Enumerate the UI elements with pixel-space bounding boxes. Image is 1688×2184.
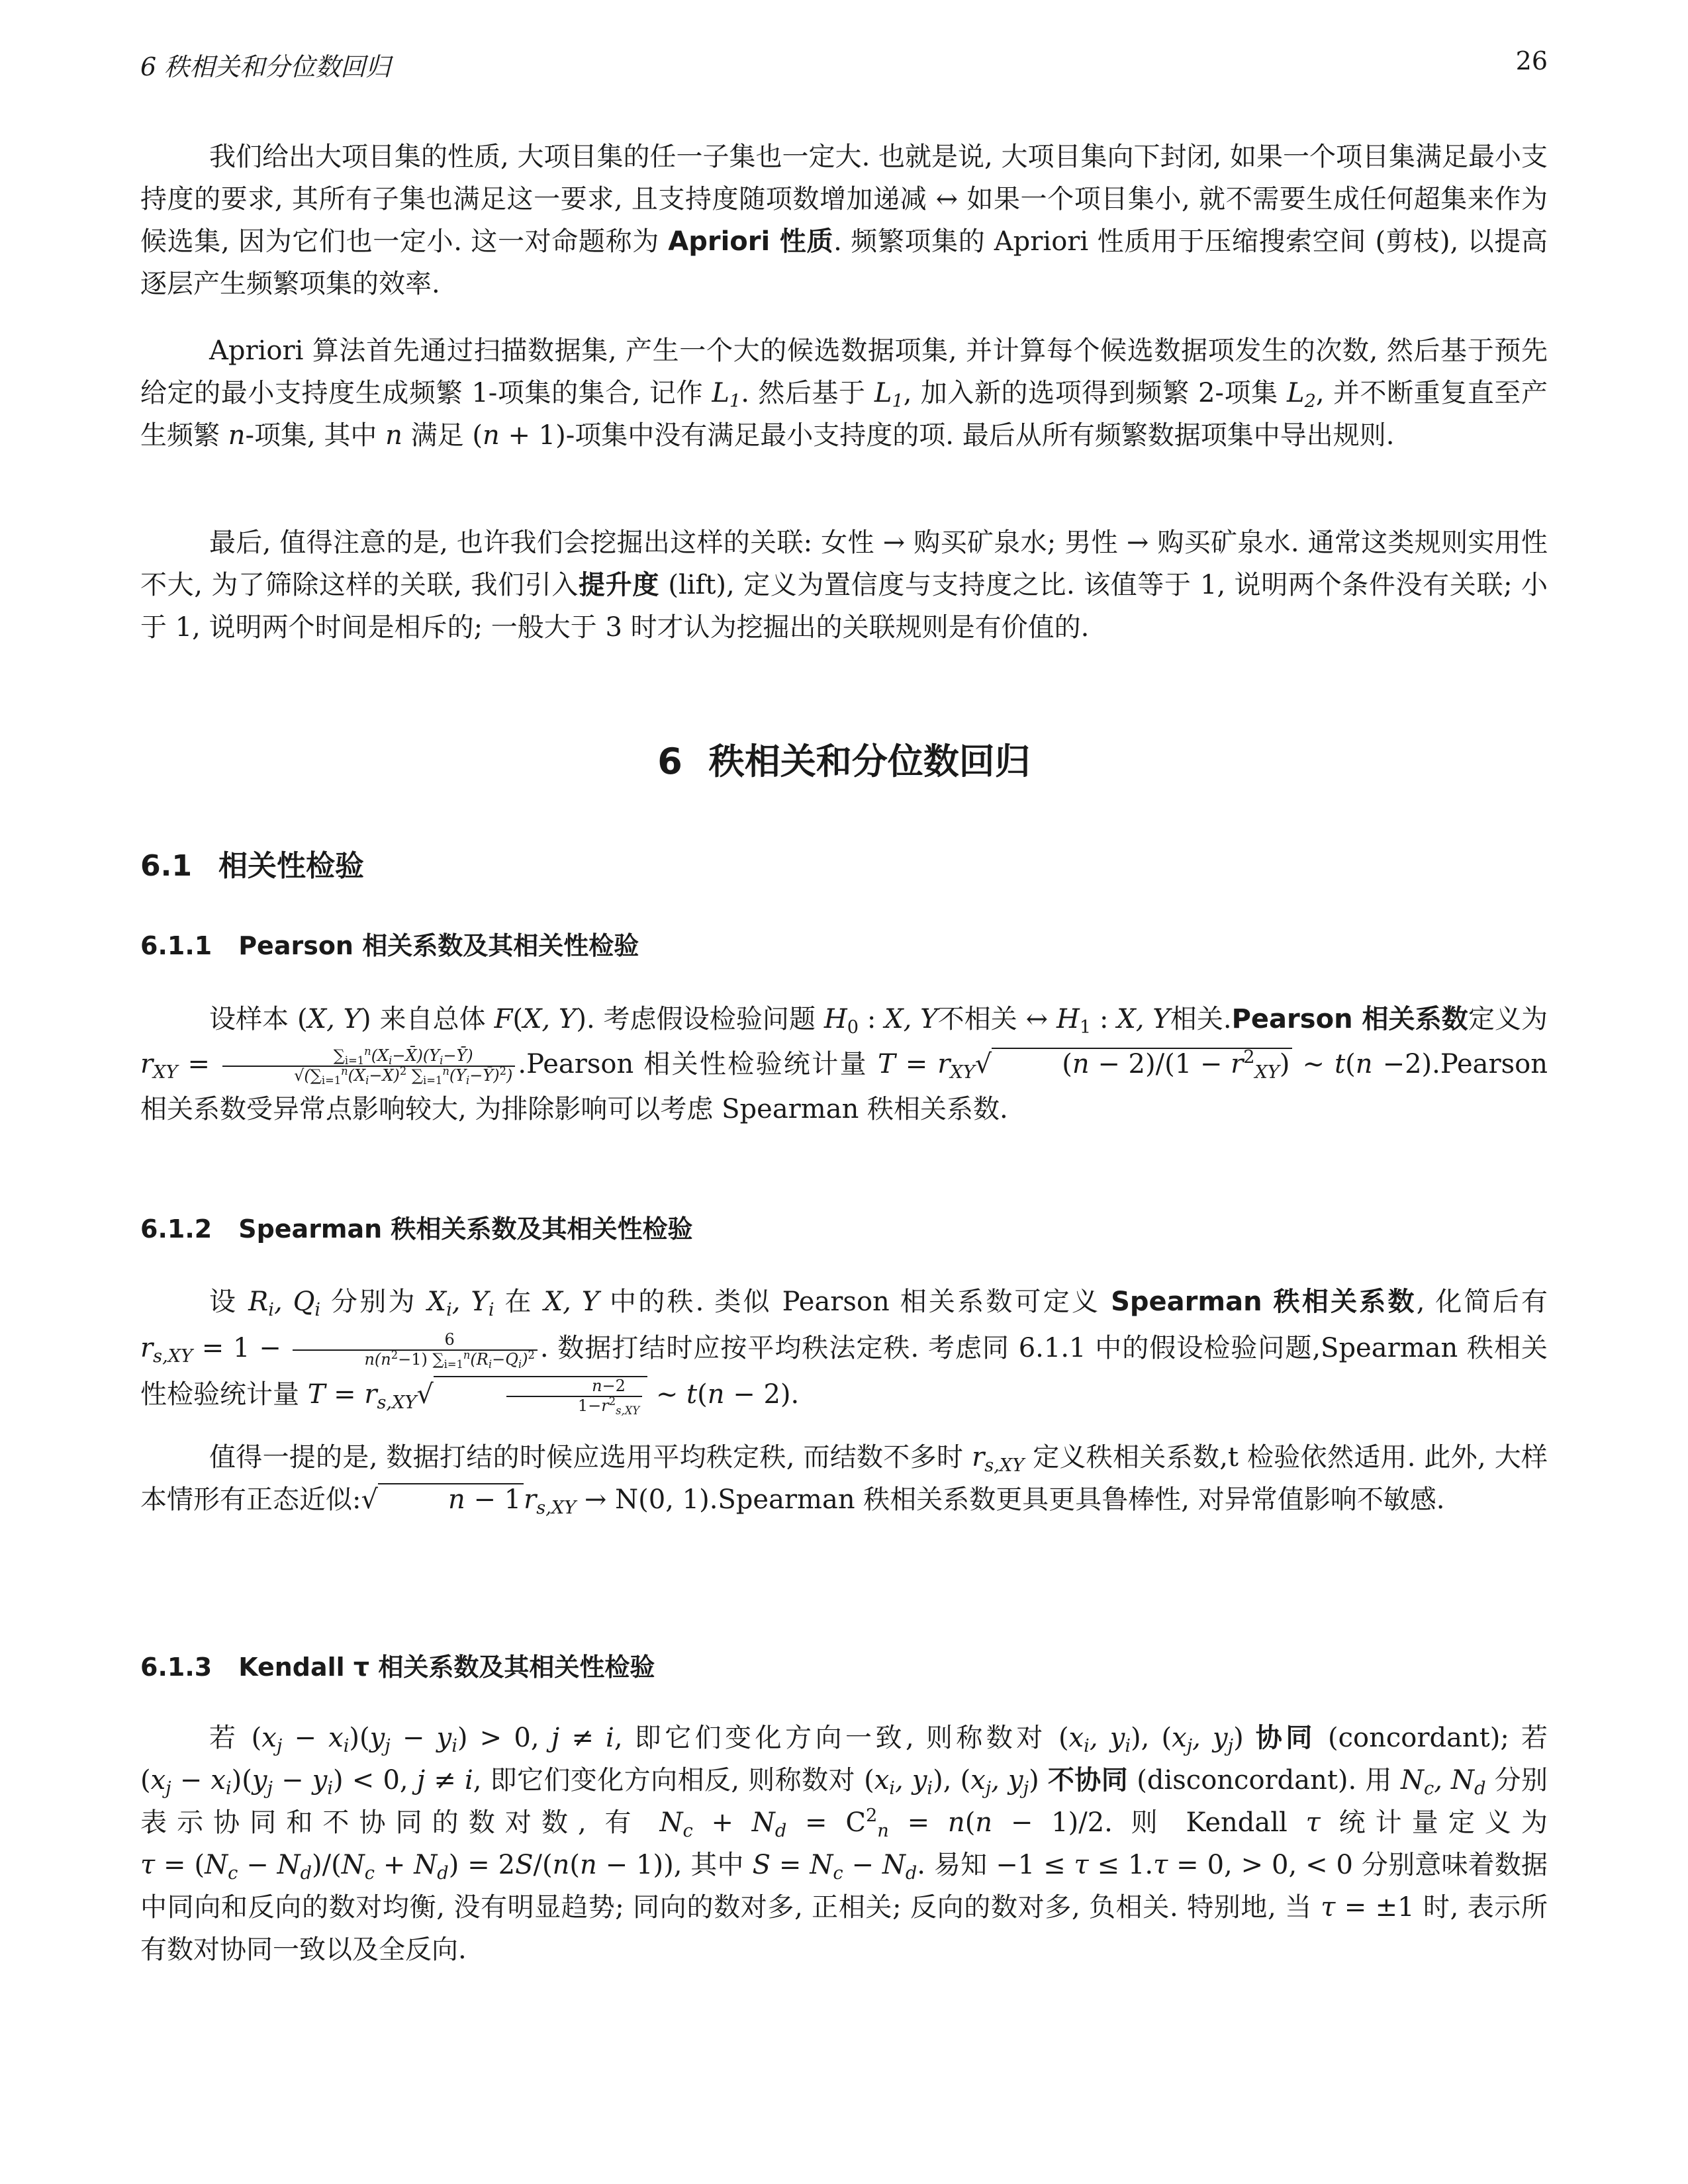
math-expression: $r_{s,XY} = 1$ − $\frac{6}{n(n^2-1) \sum_{i=1}^n(R_i-Q_i)^2}$ — [140, 1333, 540, 1363]
math-expression: $T = r_{XY}√$ $(n - 2)/(1 - r^2_{XY})$ ∼ t(n − — [878, 1047, 1405, 1083]
math-expression: ($x_i$, $y_i$), ($x_j$, $y_j$) — [1058, 1723, 1244, 1757]
text-run: (disconcordant). 用 — [1128, 1765, 1401, 1796]
paragraph-spearman-definition — [140, 1279, 1548, 1418]
text-run: . 易知 — [917, 1850, 996, 1880]
math-expression: $r_{XY}$ = $\frac{\sum_{i=1}^n(X_i-X̄)(Y_i-Ȳ)}{√(\sum_{i=1}^n(X_i-X̄)^2 \sum_{i=1}^n(Y_i-Ȳ)^2)}$ — [140, 1049, 518, 1079]
section-heading — [140, 733, 1548, 784]
text-run: 定义秩相关系数,t 检验依然适用. 此外, 大样本情形有正态近似: — [140, 1442, 1548, 1515]
subsubsection-heading-spearman — [140, 1208, 692, 1245]
math-expression: $R_i$, $Q_i$ — [248, 1287, 321, 1321]
section-title: 秩相关和分位数回归 — [708, 741, 1031, 782]
emphasis-term: 协同 — [1255, 1723, 1316, 1753]
math-expression: $H_1$ : X, Y — [1056, 1004, 1170, 1038]
math-expression: (n + 1) — [472, 420, 566, 451]
math-expression: $X_i$, $Y_i$ — [427, 1287, 494, 1321]
text-run: , 即它们变化方向相反, 则称数对 — [473, 1765, 865, 1796]
text-run: -项集, 其中 — [245, 420, 386, 451]
text-run: 时, 表示所有数对协同一致以及全反向. — [140, 1892, 1548, 1965]
text-run: .Pearson 相关系数受异常点影响较大, 为排除影响可以考虑 Spearman 秩相关系数. — [140, 1049, 1548, 1124]
math-expression: $N_c$, $N_d$ — [1400, 1765, 1486, 1799]
math-expression: (X, Y) — [297, 1004, 371, 1034]
emphasis-term: 不协同 — [1047, 1765, 1129, 1796]
text-run: 我们给出大项目集的性质, 大项目集的任一子集也一定大. 也就是说, 大项目集向下封闭, 如果一个项目集满足最小支持度的要求, 其所有子集也满足这一要求, 且支持度随项数增加递减 ↔ 如果一个项目集小, 就不需要生成任何超集来作为候选集, 因为它们也一定小. 这一对命题称为 — [140, 142, 1548, 257]
subsubsection-heading-kendall — [140, 1647, 655, 1683]
text-run: 满足 — [402, 420, 473, 451]
subsubsection-title: Spearman 秩相关系数及其相关性检验 — [238, 1214, 693, 1244]
paragraph-lift — [140, 522, 1548, 649]
text-run: 分别意味着数据中同向和反向的数对均衡, 没有明显趋势; 同向的数对多, 正相关; 反向的数对多, 负相关. 特别地, 当 — [140, 1850, 1548, 1923]
paragraph-kendall — [140, 1717, 1548, 1971]
text-run: . 频繁项集的 Apriori 性质用于压缩搜索空间 (剪枝), 以提高逐层产生频繁项集的效率. — [140, 226, 1548, 299]
text-run: 在 — [494, 1287, 544, 1317]
page-number: 26 — [1515, 46, 1548, 75]
subsubsection-title: Kendall τ 相关系数及其相关性检验 — [238, 1653, 655, 1682]
math-expression: $S = N_c - N_d$ — [752, 1850, 917, 1884]
subsubsection-title: Pearson 相关系数及其相关性检验 — [238, 931, 639, 960]
text-run: .Spearman 秩相关系数更具更具鲁棒性, 对异常值影响不敏感. — [709, 1484, 1445, 1515]
math-expression: $L_1$ — [874, 378, 904, 412]
text-run: (concordant); 若 — [1315, 1723, 1548, 1753]
text-run: 设样本 — [209, 1004, 298, 1034]
subsubsection-heading-pearson — [140, 925, 639, 962]
paragraph-pearson — [140, 997, 1548, 1132]
math-expression: $(x_j - x_i)(y_j - y_i) < 0$, j ≠ i — [140, 1765, 473, 1799]
subsection-number: 6.1 — [140, 849, 192, 883]
running-head: 6 秩相关和分位数回归 — [140, 52, 391, 81]
math-expression: $L_2$ — [1287, 378, 1316, 412]
text-run: 来自总体 — [371, 1004, 494, 1034]
text-run: , 其中 — [673, 1850, 753, 1880]
math-expression: $(x_j - x_i)(y_j - y_i) > 0$, j ≠ i — [251, 1723, 614, 1757]
emphasis-term: 提升度 — [579, 570, 659, 600]
text-run: , 并不断重复直至产生频繁 — [140, 378, 1548, 451]
text-run: .Pearson 相关性检验统计量 — [518, 1049, 878, 1079]
emphasis-term: Apriori 性质 — [668, 226, 834, 257]
math-expression: $H_0$ : X, Y — [823, 1004, 938, 1038]
subsection-heading — [140, 842, 364, 884]
text-run: 值得一提的是, 数据打结的时候应选用平均秩定秩, 而结数不多时 — [209, 1442, 972, 1473]
text-run: , 加入新的选项得到频繁 2-项集 — [903, 378, 1287, 408]
section-number: 6 — [657, 741, 682, 782]
text-run: 分别为 — [320, 1287, 428, 1317]
subsubsection-number: 6.1.2 — [140, 1214, 212, 1244]
math-expression: $T = r_{s,XY}√$ $\frac{n-2}{1-r^2_{s,XY}}$ ∼ t(n − 2) — [307, 1377, 791, 1417]
text-run: . 考虑假设检验问题 — [586, 1004, 824, 1034]
text-run: . 然后基于 — [741, 378, 874, 408]
text-run: 最后, 值得注意的是, 也许我们会挖掘出这样的关联: 女性 → 购买矿泉水; 男性 → 购买矿泉水. 通常这类规则实用性不大, 为了筛除这样的关联, 我们引入 — [140, 527, 1548, 600]
math-expression: ($x_i$, $y_i$), ($x_j$, $y_j$) — [864, 1765, 1039, 1799]
math-expression: τ = ±1 — [1321, 1892, 1415, 1923]
text-run: 统计量定义为 — [1320, 1807, 1548, 1838]
text-run: . 数据打结时应按平均秩法定秩. 考虑同 6.1.1 中的假设检验问题,Spearman 秩相关性检验统计量 — [140, 1333, 1548, 1410]
text-run — [1244, 1723, 1256, 1753]
text-run: Apriori 算法首先通过扫描数据集, 产生一个大的候选数据项集, 并计算每个候选数据项发生的次数, 然后基于预先给定的最小支持度生成频繁 1-项集的集合, 记作 — [140, 336, 1548, 408]
paragraph-spearman-notes — [140, 1436, 1548, 1521]
text-run: 设 — [209, 1287, 249, 1317]
math-expression: n — [385, 420, 402, 451]
subsubsection-number: 6.1.1 — [140, 931, 212, 960]
math-expression: n — [228, 420, 246, 451]
text-run: 不相关 ↔ — [937, 1004, 1056, 1034]
text-run: 分别表示协同和不协同的数对数, 有 — [140, 1765, 1548, 1838]
text-run: , 化简后有 — [1416, 1287, 1548, 1317]
math-expression: $N_c + N_d = C^2_n = n(n - 1)/2$ — [659, 1805, 1105, 1842]
text-run: (lift), 定义为置信度与支持度之比. 该值等于 1, 说明两个条件没有关联; 小于 1, 说明两个时间是相斥的; 一般大于 3 时才认为挖掘出的关联规则是有价值的. — [140, 570, 1548, 643]
emphasis-term: Pearson 相关系数 — [1231, 1004, 1468, 1034]
text-run: 若 — [209, 1723, 252, 1753]
emphasis-term: Spearman 秩相关系数 — [1111, 1287, 1417, 1317]
math-expression: 2) — [1405, 1049, 1432, 1079]
text-run — [1039, 1765, 1048, 1796]
math-expression: F(X, Y) — [494, 1004, 586, 1034]
paragraph-apriori-property — [140, 136, 1548, 305]
math-expression: τ — [1305, 1807, 1321, 1838]
text-run: . 则 Kendall — [1104, 1807, 1306, 1838]
math-expression: X, Y — [543, 1287, 600, 1317]
math-expression: $\tau = (N_c - N_d)/(N_c + N_d) = 2S/(n(n - 1))$ — [140, 1850, 674, 1884]
paragraph-apriori-algorithm — [140, 330, 1548, 457]
math-expression: −1 ≤ τ ≤ 1.τ = 0, > 0, < 0 — [996, 1850, 1353, 1880]
text-run: . — [790, 1379, 800, 1410]
subsubsection-number: 6.1.3 — [140, 1653, 212, 1682]
text-run: 中的秩. 类似 Pearson 相关系数可定义 — [599, 1287, 1111, 1317]
math-expression: $r_{s,XY}$ — [972, 1442, 1025, 1477]
text-run: -项集中没有满足最小支持度的项. 最后从所有频繁数据项集中导出规则. — [565, 420, 1395, 451]
math-expression: √ n − 1 $r_{s,XY} \to N(0$, 1) — [361, 1484, 710, 1519]
text-run: , 即它们变化方向一致, 则称数对 — [614, 1723, 1058, 1753]
math-expression: $L_1$ — [712, 378, 741, 412]
subsection-title: 相关性检验 — [218, 849, 364, 883]
text-run: 相关. — [1170, 1004, 1232, 1034]
text-run: 定义为 — [1468, 1004, 1548, 1034]
